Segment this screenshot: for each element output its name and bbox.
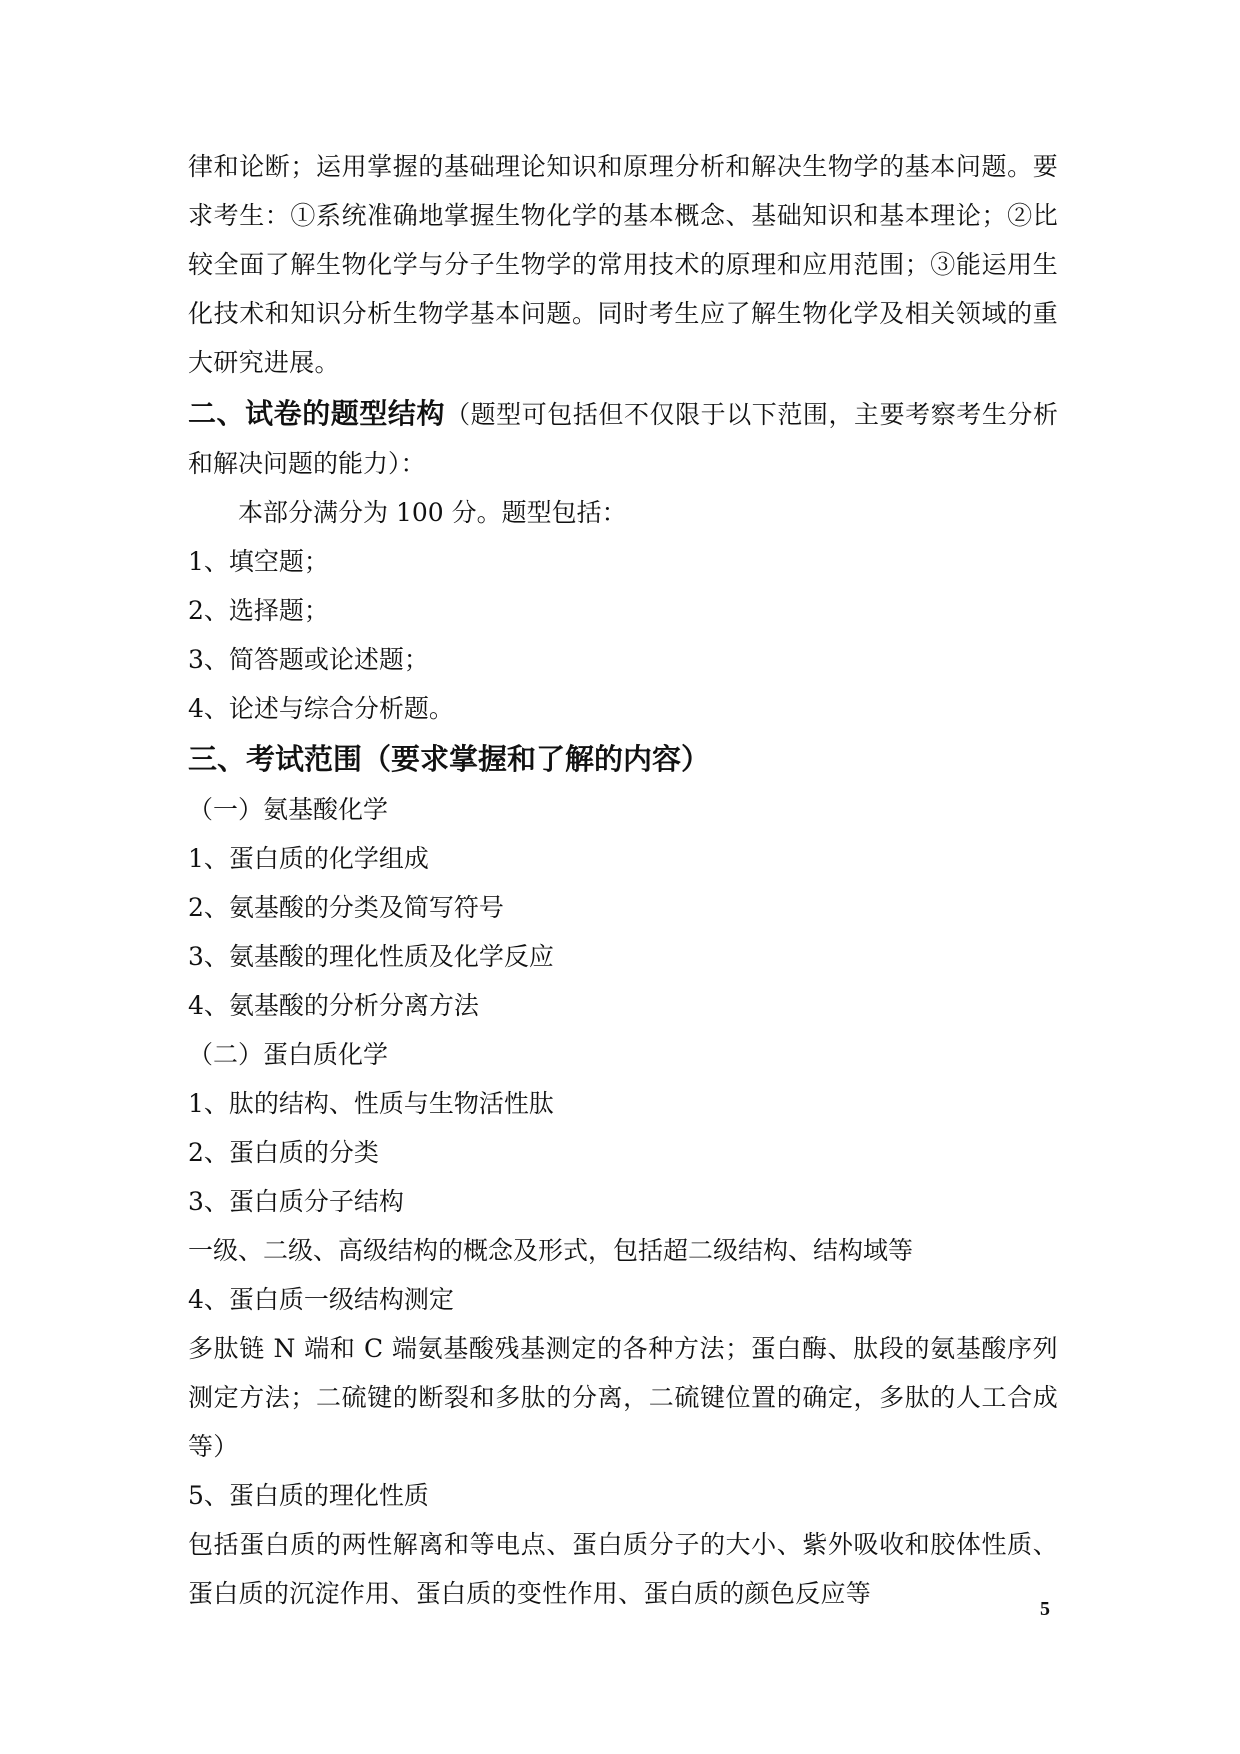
scope-item: 4、蛋白质一级结构测定 (188, 1285, 454, 1314)
intro-paragraph: 律和论断；运用掌握的基础理论知识和原理分析和解决生物学的基本问题。要求考生：①系统准确地掌握生物化学的基本概念、基础知识和基本理论；②比较全面了解生物化学与分子生物学的常用技术的原理和应用范围；③能运用生化技术和知识分析生物学基本问题。同时考生应了解生物化学及相关领域的重大研究进展。 (188, 152, 1058, 377)
question-type-item: 3、简答题或论述题； (188, 645, 429, 674)
question-type-item: 4、论述与综合分析题。 (188, 694, 454, 723)
scope-item: 2、蛋白质的分类 (188, 1138, 379, 1167)
scope-item: 5、蛋白质的理化性质 (188, 1481, 429, 1510)
part-2-heading: （二）蛋白质化学 (188, 1040, 389, 1069)
section-3-title: 三、考试范围（要求掌握和了解的内容） (188, 742, 711, 776)
section-2-note: （题型可包括但不仅限于以下范围，主要考察考生分析和解决问题的能力）： (188, 400, 1058, 478)
page-content (188, 142, 1058, 1618)
scope-item: 3、氨基酸的理化性质及化学反应 (188, 942, 554, 971)
scope-item: 1、肽的结构、性质与生物活性肽 (188, 1089, 554, 1118)
score-line: 本部分满分为 100 分。题型包括： (238, 498, 627, 527)
scope-item-detail: 一级、二级、高级结构的概念及形式，包括超二级结构、结构域等 (188, 1236, 914, 1265)
part-1-heading: （一）氨基酸化学 (188, 795, 389, 824)
scope-item-detail: 包括蛋白质的两性解离和等电点、蛋白质分子的大小、紫外吸收和胶体性质、蛋白质的沉淀作用、蛋白质的变性作用、蛋白质的颜色反应等 (188, 1530, 1058, 1608)
scope-item: 1、蛋白质的化学组成 (188, 844, 429, 873)
section-2-title: 二、试卷的题型结构 (188, 397, 446, 430)
question-type-item: 2、选择题； (188, 596, 329, 625)
scope-item-detail: 多肽链 N 端和 C 端氨基酸残基测定的各种方法；蛋白酶、肽段的氨基酸序列测定方法；二硫键的断裂和多肽的分离，二硫键位置的确定，多肽的人工合成等） (188, 1334, 1058, 1461)
scope-item: 3、蛋白质分子结构 (188, 1187, 404, 1216)
page-number: 5 (1040, 1598, 1050, 1620)
section-2-heading (188, 389, 1058, 488)
question-type-item: 1、填空题； (188, 547, 329, 576)
scope-item: 4、氨基酸的分析分离方法 (188, 991, 479, 1020)
scope-item: 2、氨基酸的分类及简写符号 (188, 893, 504, 922)
